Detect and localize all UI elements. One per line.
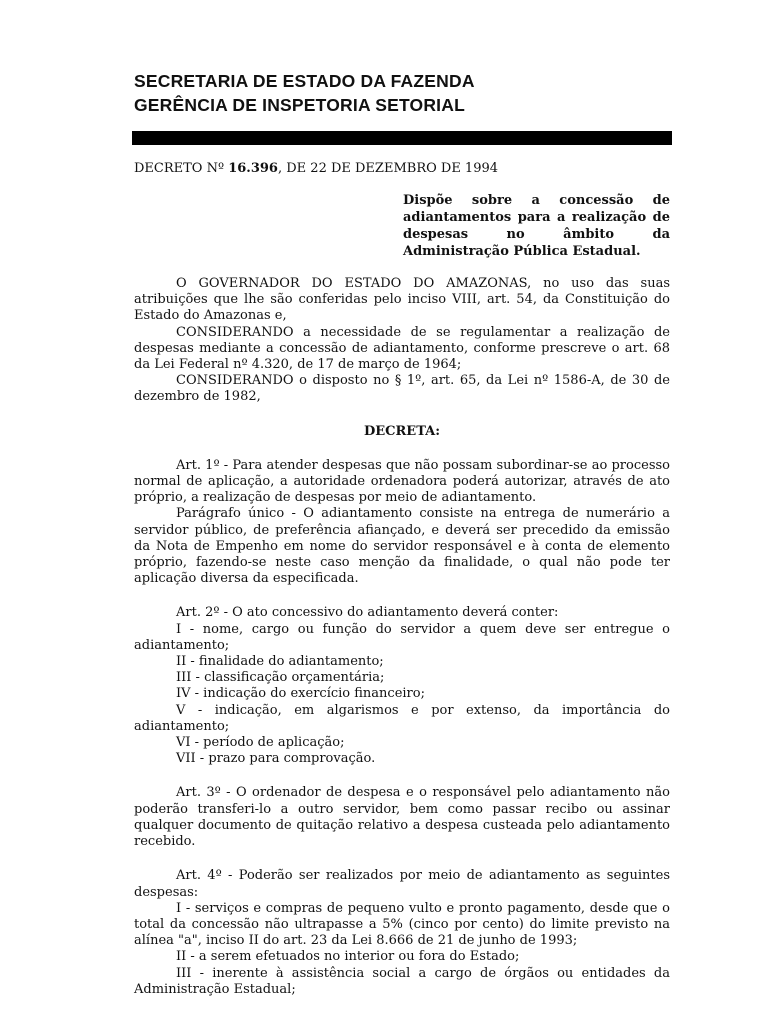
- decree-body: [134, 276, 670, 998]
- article-1: Art. 1º - Para atender despesas que não possam subordinar-se ao processo normal de aplicação, a autoridade ordenadora poderá autorizar, através de ato próprio, a realização de despesas por meio de adiantamento.: [134, 457, 670, 506]
- article-4-item: III - inerente à assistência social a cargo de órgãos ou entidades da Administração Estadual;: [134, 965, 670, 997]
- summary-line: Administração Pública Estadual.: [403, 244, 641, 259]
- letterhead-line-1: SECRETARIA DE ESTADO DA FAZENDA: [134, 71, 475, 91]
- decreta-heading: DECRETA:: [363, 423, 441, 439]
- decree-summary: [403, 192, 670, 260]
- article-2-item: VII - prazo para comprovação.: [176, 751, 376, 767]
- decree-prefix: DECRETO Nº: [134, 161, 229, 176]
- article-2-item: V - indicação, em algarismos e por extenso, da importância do adiantamento;: [134, 702, 670, 734]
- letterhead: [134, 69, 475, 117]
- header-divider-bar: [132, 131, 672, 145]
- decree-title: [134, 160, 498, 177]
- article-2: Art. 2º - O ato concessivo do adiantamento deverá conter:: [176, 605, 559, 621]
- spacer: [134, 587, 670, 605]
- summary-line: Dispõe sobre a concessão de: [403, 193, 670, 208]
- article-4-item: I - serviços e compras de pequeno vulto e pronto pagamento, desde que o total da concessão não ultrapasse a 5% (cinco por cento) do limite previsto na alínea "a", inciso II do art. 23 da Lei 8.666 de 21 de junho de 1993;: [134, 900, 670, 949]
- article-2-item: VI - período de aplicação;: [176, 735, 345, 751]
- summary-line: despesas no âmbito da: [403, 227, 670, 242]
- spacer: [134, 440, 670, 458]
- article-1-paragraph: Parágrafo único - O adiantamento consiste na entrega de numerário a servidor público, de preferência afiançado, e deverá ser precedido da emissão da Nota de Empenho em nome do servidor responsável e à conta de elemento próprio, fazendo-se neste caso menção da finalidade, o qual não pode ter aplicação diversa da especificada.: [134, 506, 670, 587]
- spacer: [134, 767, 670, 785]
- article-2-item: I - nome, cargo ou função do servidor a quem deve ser entregue o adiantamento;: [134, 621, 670, 653]
- spacer: [134, 850, 670, 868]
- spacer: [134, 406, 670, 424]
- decree-number: 16.396: [228, 161, 278, 176]
- article-2-item: IV - indicação do exercício financeiro;: [176, 686, 425, 702]
- article-4: Art. 4º - Poderão ser realizados por meio de adiantamento as seguintes despesas:: [134, 868, 670, 900]
- preamble-paragraph: O GOVERNADOR DO ESTADO DO AMAZONAS, no uso das suas atribuições que lhe são conferidas pelo inciso VIII, art. 54, da Constituição do Estado do Amazonas e,: [134, 276, 670, 324]
- considerando-paragraph: CONSIDERANDO a necessidade de se regulamentar a realização de despesas mediante a concessão de adiantamento, conforme prescreve o art. 68 da Lei Federal nº 4.320, de 17 de março de 1964;: [134, 324, 670, 373]
- article-2-item: III - classificação orçamentária;: [176, 670, 385, 686]
- letterhead-line-2: GERÊNCIA DE INSPETORIA SETORIAL: [134, 95, 465, 115]
- article-3: Art. 3º - O ordenador de despesa e o responsável pelo adiantamento não poderão transferi-lo a outro servidor, bem como passar recibo ou assinar qualquer documento de quitação relativo a despesa custeada pelo adiantamento recebido.: [134, 785, 670, 850]
- considerando-paragraph: CONSIDERANDO o disposto no § 1º, art. 65, da Lei nº 1586-A, de 30 de dezembro de 1982,: [134, 373, 670, 405]
- article-2-item: II - finalidade do adiantamento;: [176, 654, 384, 670]
- summary-line: adiantamentos para a realização de: [403, 210, 670, 225]
- article-4-item: II - a serem efetuados no interior ou fora do Estado;: [176, 949, 520, 965]
- decree-date: , DE 22 DE DEZEMBRO DE 1994: [277, 161, 499, 176]
